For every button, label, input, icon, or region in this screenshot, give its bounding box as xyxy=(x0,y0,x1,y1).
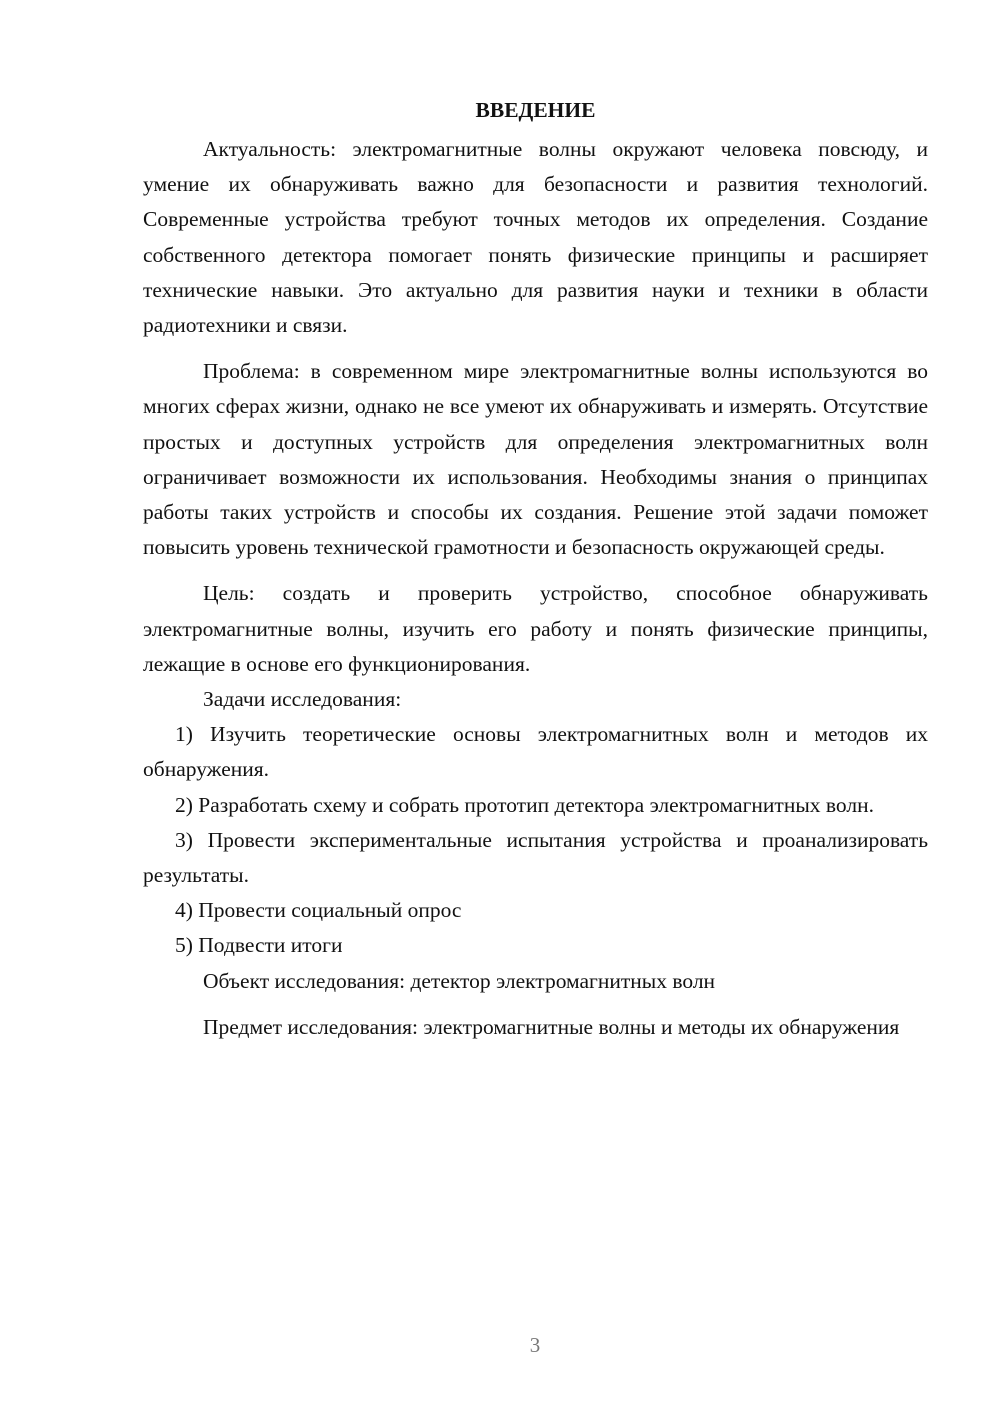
research-object: Объект исследования: детектор электромагнитных волн xyxy=(203,968,716,993)
research-subject: Предмет исследования: электромагнитные волны и методы их обнаружения xyxy=(203,1014,900,1039)
task-item-4: 4) Провести социальный опрос xyxy=(175,898,462,923)
task-item-2: 2) Разработать схему и собрать прототип детектора электромагнитных волн. xyxy=(175,792,874,817)
relevance-paragraph: Актуальность: электромагнитные волны окружают человека повсюду, и умение их обнаруживать важно для безопасности и развития технологий. Современные устройства требуют точных методов их определения. Создание собственного детектора помогает понять физические принципы и расширяет технические навыки. Это актуально для развития науки и техники в области радиотехники и связи. xyxy=(143,137,928,338)
task-item-1: 1) Изучить теоретические основы электромагнитных волн и методов их обнаружения. xyxy=(143,722,928,782)
task-item-5: 5) Подвести итоги xyxy=(175,933,343,958)
task-item-3: 3) Провести экспериментальные испытания устройства и проанализировать результаты. xyxy=(143,827,928,888)
problem-paragraph: Проблема: в современном мире электромагнитные волны используются во многих сферах жизни, однако не все умеют их обнаруживать и измерять. Отсутствие простых и доступных устройств для определения электромагнитных волн ограничивает возможности их использования. Необходимы знания о принципах работы таких устройств и способы их создания. Решение этой задачи поможет повысить уровень технической грамотности и безопасность окружающей среды. xyxy=(143,359,928,560)
tasks-heading: Задачи исследования: xyxy=(203,687,402,712)
page-content xyxy=(143,92,928,1045)
page-number: 3 xyxy=(529,1333,541,1357)
page-title: ВВЕДЕНИЕ xyxy=(475,98,596,122)
goal-paragraph: Цель: создать и проверить устройство, способное обнаруживать электромагнитные волны, изучить его работу и понять физические принципы, лежащие в основе его функционирования. xyxy=(143,581,928,676)
